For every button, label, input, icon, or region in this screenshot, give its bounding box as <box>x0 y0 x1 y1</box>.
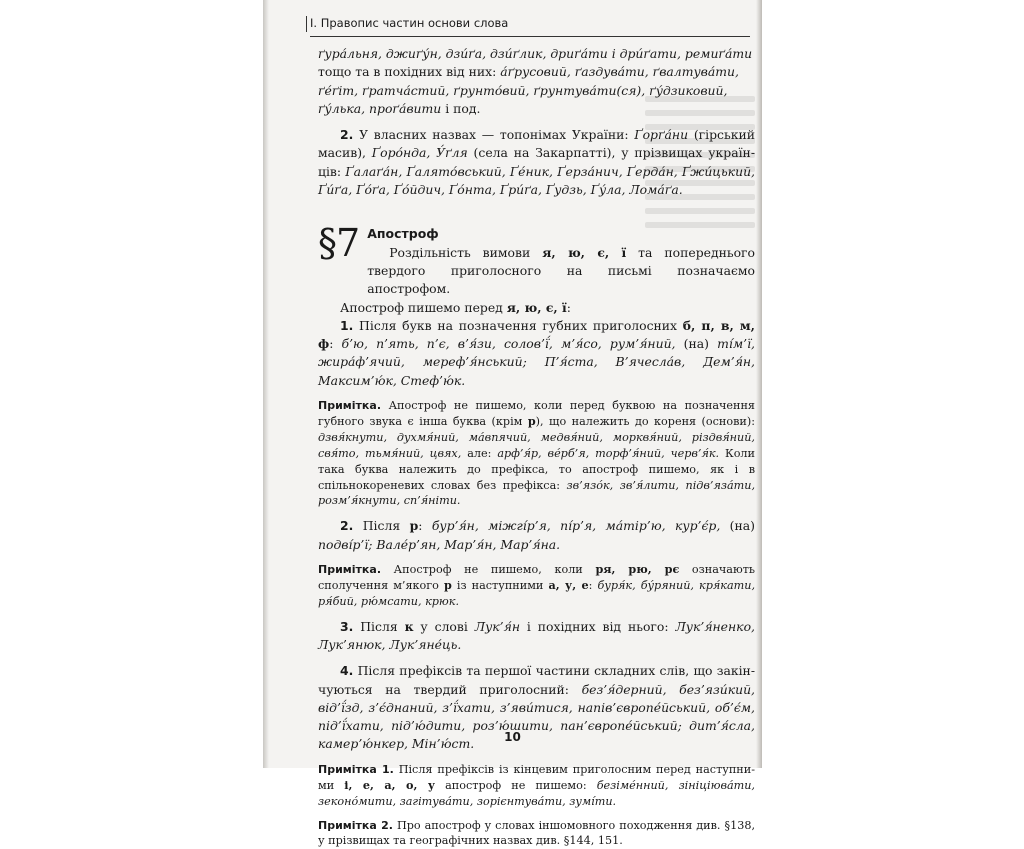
spacer <box>318 199 755 225</box>
spacer <box>318 810 755 818</box>
spacer <box>318 554 755 562</box>
text-paragraph: ґе́ґіт, ґратча́стий, ґрунто́вий, ґрунтува́ти(ся), ґу́дзиковий, <box>318 82 755 100</box>
text-paragraph: 4. Після префіксів та першої частини складних слів, що закінчуються на твердий приголосний: без’я́дерний, без’язи́кий, від’ї́зд, з’є́днаний, з’ї́хати, з’яви́тися, напів’європе́йський, об’є́м, під’ї́хати, під’ю́дити, роз’ю́шити, пан’європе́йський; дит’я́сла, камер’ю́нкер, Мін’ю́ст. <box>318 662 755 753</box>
spacer <box>318 118 755 126</box>
page-content <box>318 45 755 849</box>
running-header-title: І. Правопис частин основи слова <box>310 16 508 30</box>
note-paragraph: Примітка 1. Після префіксів із кінцевим приголосним перед наступними і, е, а, о, у апостроф не пишемо: безіме́нний, зініціюва́ти, зеконо́мити, загітува́ти, зорієнтува́ти, зумі́ти. <box>318 762 755 810</box>
note-paragraph: Примітка. Апостроф не пишемо, коли ря, рю, рє означають сполучення м’якого р із наступними а, у, е: буря́к, бу́ряний, кря́кати, ря́бий, рю́мсати, крюк. <box>318 562 755 610</box>
book-page <box>263 0 762 768</box>
section-heading <box>318 225 755 298</box>
spacer <box>318 390 755 398</box>
text-paragraph: ґу́лька, проґа́вити і под. <box>318 100 755 118</box>
text-paragraph: 3. Після к у слові Лук’я́н і похідних від нього: Лук’я́ненко, Лук’янюк, Лук’яне́ць. <box>318 618 755 655</box>
text-paragraph: 2. Після р: бур’я́н, міжгі́р’я, пі́р’я, ма́тір’ю, кур’є́р, (на) подві́р’ї; Вале́р’ян, Мар’я́н, Мар’я́на. <box>318 517 755 554</box>
page-edge-left <box>263 0 269 768</box>
running-header <box>310 16 750 37</box>
section-title: Апостроф <box>367 225 755 243</box>
text-paragraph: 1. Після букв на позначення губних приголосних б, п, в, м, ф: б’ю, п’ять, п’є, в’я́зи, солов’ї́, м’я́со, рум’я́ний, (на) ті́м’ї, жира́ф’ячий, мереф’я́нський; П’я́ста, В’ячесла́в, Дем’я́н, Максим’ю́к, Стеф’ю́к. <box>318 317 755 390</box>
page-edge-right <box>756 0 762 768</box>
text-paragraph: ґура́льня, джиґу́н, дзи́ґа, дзи́ґлик, дриґа́ти і дри́ґати, ремиґа́ти <box>318 45 755 63</box>
note-paragraph: Примітка 2. Про апостроф у словах іншомовного походження див. §138, у прізвищах та географічних назвах див. §144, 151. <box>318 818 755 849</box>
spacer <box>318 754 755 762</box>
spacer <box>318 509 755 517</box>
spacer <box>318 654 755 662</box>
page-number: 10 <box>263 730 762 744</box>
note-paragraph: Примітка. Апостроф не пишемо, коли перед буквою на позначення губного звука є інша буква (крім р), що належить до кореня (основи): дзвя́кнути, духмя́ний, ма́впячий, медвя́ний, морквя́ний, різдвя́ний, свя́то, тьмя́ний, цвях, але: арф’я́р, ве́рб’я, торф’я́ний, черв’я́к. Коли така буква належить до префікса, то апостроф пишемо, як і в спільнокореневих словах без префікса: зв’язо́к, зв’я́лити, підв’яза́ти, розм’я́кнути, сп’я́ніти. <box>318 398 755 509</box>
spacer <box>318 610 755 618</box>
section-intro: Роздільність вимови я, ю, є, ї та попереднього твердого приголосного на письмі позначаємо апострофом. <box>367 244 755 299</box>
text-paragraph: тощо та в похідних від них: а́ґрусовий, ґаздува́ти, ґвалтува́ти, <box>318 63 755 81</box>
text-paragraph: 2. У власних назвах — топонімах України: Ґорґа́ни (гірський масив), Ґоро́нда, У́ґля (села на Закарпатті), у прізвищах українців: Ґалаґа́н, Ґалято́вський, Ґе́ник, Ґерза́нич, Ґерда́н, Ґжи́цький, Ґи́ґа, Ґо́ґа, Ґо́йдич, Ґо́нта, Ґри́ґа, Ґудзь, Ґу́ла, Лома́ґа. <box>318 126 755 199</box>
text-paragraph: Апостроф пишемо перед я, ю, є, ї: <box>318 299 755 317</box>
section-number: §7 <box>318 225 359 261</box>
